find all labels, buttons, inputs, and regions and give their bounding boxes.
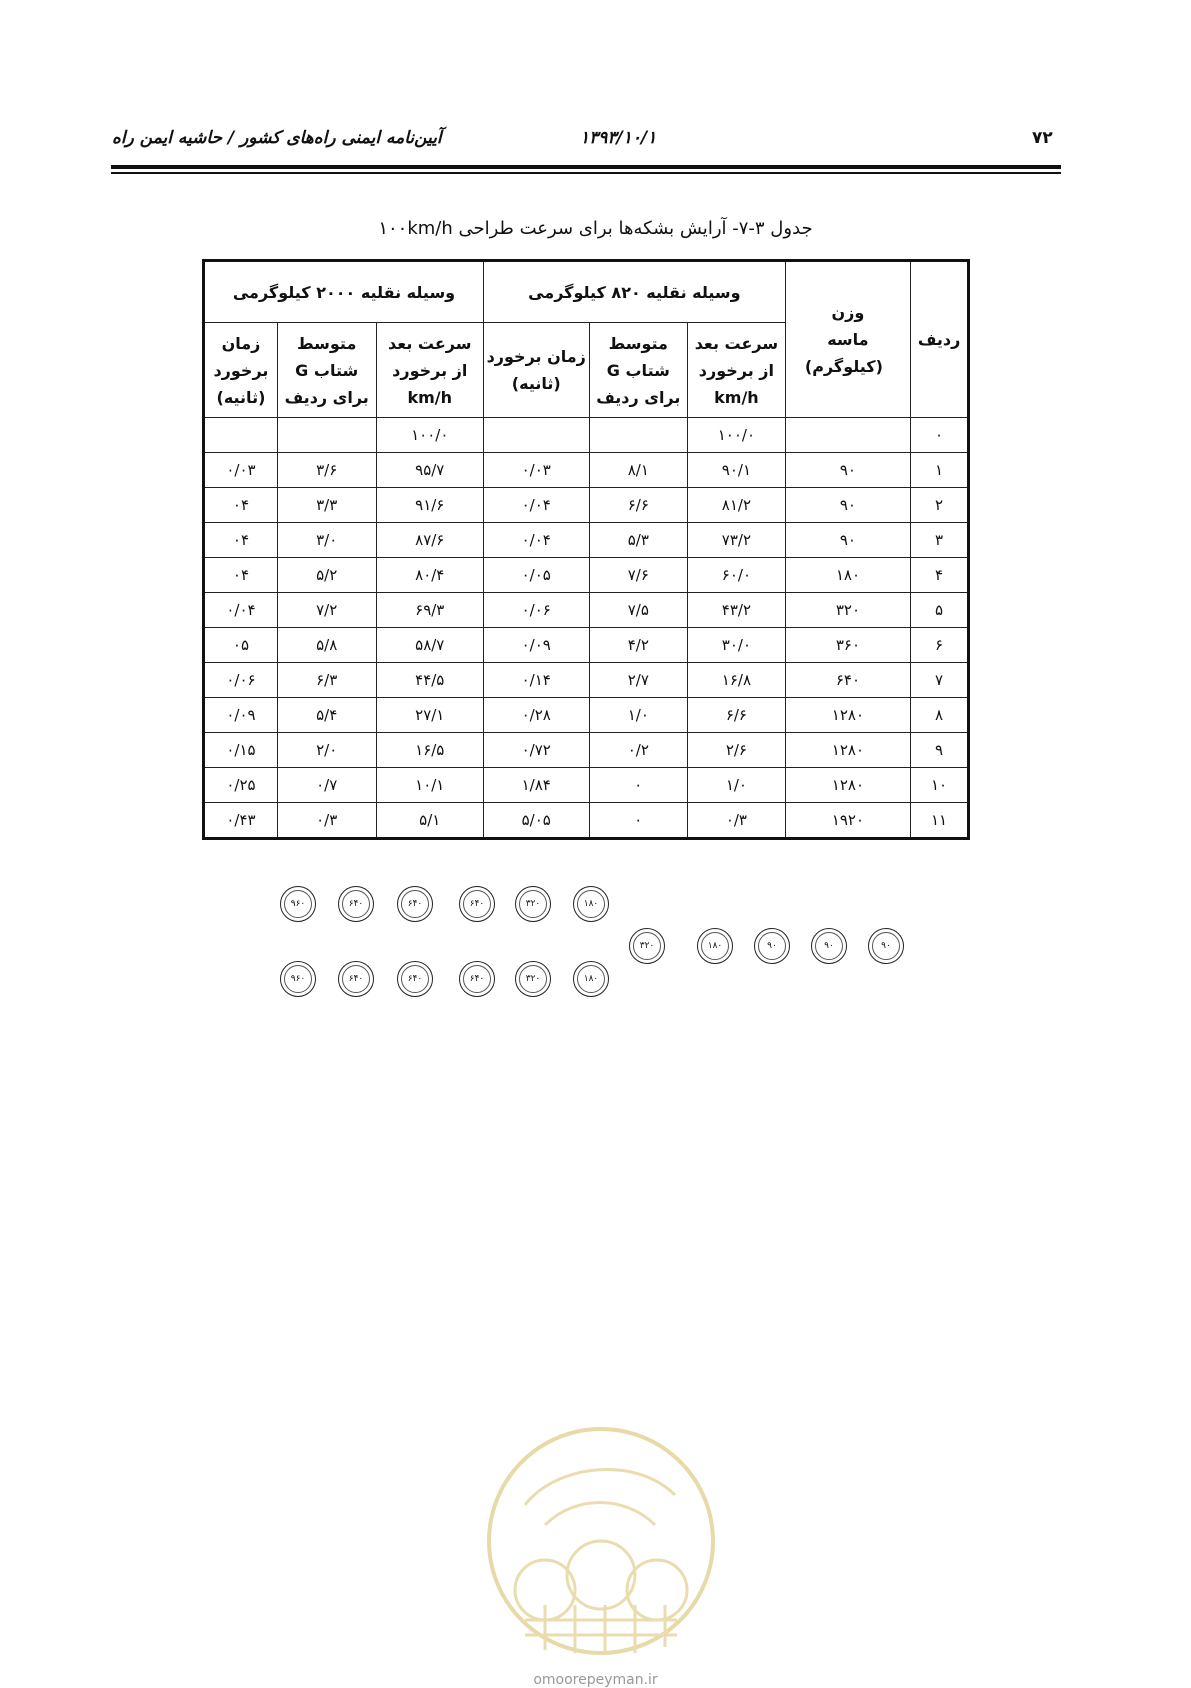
col-header-row: ردیف — [911, 261, 969, 418]
table-cell: ۰/۷ — [277, 768, 376, 803]
table-cell — [484, 418, 590, 453]
table-cell: ۱۸۰ — [785, 558, 910, 593]
table-cell: ۳۲۰ — [785, 593, 910, 628]
table-row — [204, 768, 969, 803]
col-header-avg-g-820: متوسط شتاب G برای ردیف — [589, 323, 688, 418]
table-cell: ۰/۰۴ — [204, 593, 278, 628]
table-cell: ۱ — [911, 453, 969, 488]
omoor-peyman-seal — [485, 1425, 717, 1657]
sand-barrel: ۶۴۰ — [338, 886, 374, 922]
page-number: ۷۲ — [1032, 128, 1053, 148]
watermark-text: omoorepeyman.ir — [533, 1672, 658, 1688]
table-row — [204, 593, 969, 628]
sand-barrel: ۹۶۰ — [280, 886, 316, 922]
header-rule-thin — [111, 172, 1061, 174]
table-cell: ۵/۴ — [277, 698, 376, 733]
table-body — [204, 418, 969, 839]
table-row — [204, 418, 969, 453]
col-header-speed-after-2000: سرعت بعد از برخورد km/h — [376, 323, 483, 418]
table-cell: ۰/۰۹ — [204, 698, 278, 733]
table-cell: ۰/۰۳ — [204, 453, 278, 488]
table-cell: ۹۱/۶ — [376, 488, 483, 523]
table-cell: ۱۲۸۰ — [785, 698, 910, 733]
table-cell: ۷/۵ — [589, 593, 688, 628]
table-cell: ۸ — [911, 698, 969, 733]
table-cell: ۹۰/۱ — [688, 453, 786, 488]
table-cell: ۱۶/۵ — [376, 733, 483, 768]
table-cell: ۰/۲۵ — [204, 768, 278, 803]
table-cell: ۶۴۰ — [785, 663, 910, 698]
table-cell: ۷/۶ — [589, 558, 688, 593]
sand-barrel: ۶۴۰ — [459, 961, 495, 997]
table-cell — [277, 418, 376, 453]
table-cell: ۱۱ — [911, 803, 969, 839]
table-cell: ۰/۳ — [688, 803, 786, 839]
table-cell: ۸۱/۲ — [688, 488, 786, 523]
table-cell: ۰/۲ — [589, 733, 688, 768]
table-cell: ۳۰/۰ — [688, 628, 786, 663]
sand-barrel: ۶۴۰ — [459, 886, 495, 922]
table-cell — [589, 418, 688, 453]
table-cell: ۰ — [589, 803, 688, 839]
col-header-sand-weight: وزن ماسه (کیلوگرم) — [785, 261, 910, 418]
table-cell: ۳۶۰ — [785, 628, 910, 663]
header-rule-thick — [111, 165, 1061, 169]
table-cell: ۵/۲ — [277, 558, 376, 593]
table-cell: ۱۹۲۰ — [785, 803, 910, 839]
sand-barrel: ۱۸۰ — [573, 886, 609, 922]
table-cell: ۷۳/۲ — [688, 523, 786, 558]
table-cell: ۸/۱ — [589, 453, 688, 488]
table-cell: ۱۰۰/۰ — [376, 418, 483, 453]
table-cell: ۶۹/۳ — [376, 593, 483, 628]
table-cell: ۰/۱۵ — [204, 733, 278, 768]
table-cell: ۳/۳ — [277, 488, 376, 523]
table-cell: ۵/۱ — [376, 803, 483, 839]
sand-barrel: ۶۴۰ — [338, 961, 374, 997]
table-cell: ۰/۴۳ — [204, 803, 278, 839]
table-cell: ۲/۶ — [688, 733, 786, 768]
table-row — [204, 663, 969, 698]
table-cell: ۱۰/۱ — [376, 768, 483, 803]
table-caption: جدول ۳-۷- آرایش بشکه‌ها برای سرعت طراحی ۱۰۰km/h — [378, 218, 813, 239]
table-row — [204, 803, 969, 839]
table-row — [204, 453, 969, 488]
table-cell: ۴۳/۲ — [688, 593, 786, 628]
table-cell: ۵/۳ — [589, 523, 688, 558]
table-cell: ۸۰/۴ — [376, 558, 483, 593]
table-cell: ۰/۰۴ — [484, 488, 590, 523]
table-cell: ۷/۲ — [277, 593, 376, 628]
sand-barrel: ۳۲۰ — [515, 886, 551, 922]
sand-barrel: ۳۲۰ — [629, 928, 665, 964]
table-cell: ۶/۶ — [688, 698, 786, 733]
sand-barrel: ۳۲۰ — [515, 961, 551, 997]
col-header-avg-g-2000: متوسط شتاب G برای ردیف — [277, 323, 376, 418]
sand-barrel: ۹۰ — [811, 928, 847, 964]
table-cell: ۵ — [911, 593, 969, 628]
table-row — [204, 523, 969, 558]
table-cell: ۵/۸ — [277, 628, 376, 663]
table-cell: ۵/۰۵ — [484, 803, 590, 839]
sand-barrel: ۶۴۰ — [397, 886, 433, 922]
table-cell: ۰۵ — [204, 628, 278, 663]
table-cell: ۰ — [589, 768, 688, 803]
sand-barrel: ۱۸۰ — [697, 928, 733, 964]
table-cell: ۱۶/۸ — [688, 663, 786, 698]
table-cell: ۲۷/۱ — [376, 698, 483, 733]
table-cell: ۴ — [911, 558, 969, 593]
col-header-impact-time-820: زمان برخورد (ثانیه) — [484, 323, 590, 418]
col-header-impact-time-2000: زمان برخورد (ثانیه) — [204, 323, 278, 418]
table-cell: ۱۲۸۰ — [785, 733, 910, 768]
table-row — [204, 628, 969, 663]
table-cell: ۰/۰۵ — [484, 558, 590, 593]
table-cell: ۱۲۸۰ — [785, 768, 910, 803]
table-cell: ۳/۰ — [277, 523, 376, 558]
header-date: ۱۳۹۳/۱۰/۱ — [580, 128, 657, 148]
table-cell: ۱۰۰/۰ — [688, 418, 786, 453]
table-cell: ۶/۶ — [589, 488, 688, 523]
table-cell: ۰/۰۳ — [484, 453, 590, 488]
table-cell: ۰/۲۸ — [484, 698, 590, 733]
sand-barrel: ۹۶۰ — [280, 961, 316, 997]
table-cell: ۰/۰۶ — [484, 593, 590, 628]
table-cell: ۹۵/۷ — [376, 453, 483, 488]
table-cell: ۷ — [911, 663, 969, 698]
table-cell: ۳ — [911, 523, 969, 558]
sand-barrel: ۹۰ — [754, 928, 790, 964]
table-cell: ۰/۱۴ — [484, 663, 590, 698]
header-title: آیین‌نامه ایمنی راه‌های کشور / حاشیه ایمن راه — [112, 128, 442, 148]
table-row — [204, 698, 969, 733]
table-cell: ۰۴ — [204, 488, 278, 523]
table-row — [204, 488, 969, 523]
table-cell: ۵۸/۷ — [376, 628, 483, 663]
table-cell: ۱/۸۴ — [484, 768, 590, 803]
sand-barrel: ۶۴۰ — [397, 961, 433, 997]
table-cell: ۴/۲ — [589, 628, 688, 663]
table-cell: ۲/۷ — [589, 663, 688, 698]
group-header-2000: وسیله نقلیه ۲۰۰۰ کیلوگرمی — [204, 261, 484, 323]
table-cell — [204, 418, 278, 453]
table-cell: ۰/۷۲ — [484, 733, 590, 768]
table-cell: ۰۴ — [204, 558, 278, 593]
table-row — [204, 558, 969, 593]
table-cell: ۰/۳ — [277, 803, 376, 839]
table-cell — [785, 418, 910, 453]
sand-barrel: ۱۸۰ — [573, 961, 609, 997]
table-cell: ۱/۰ — [688, 768, 786, 803]
table-cell: ۳/۶ — [277, 453, 376, 488]
col-header-speed-after-820: سرعت بعد از برخورد km/h — [688, 323, 786, 418]
table-cell: ۹۰ — [785, 453, 910, 488]
table-row — [204, 733, 969, 768]
table-cell: ۹۰ — [785, 523, 910, 558]
table-cell: ۶/۳ — [277, 663, 376, 698]
table-cell: ۱۰ — [911, 768, 969, 803]
table-cell: ۶ — [911, 628, 969, 663]
table-cell: ۹ — [911, 733, 969, 768]
table-cell: ۹۰ — [785, 488, 910, 523]
table-cell: ۶۰/۰ — [688, 558, 786, 593]
table-cell: ۲ — [911, 488, 969, 523]
barrel-arrangement-table — [202, 259, 970, 840]
table-cell: ۰/۰۶ — [204, 663, 278, 698]
table-cell: ۴۴/۵ — [376, 663, 483, 698]
table-cell: ۲/۰ — [277, 733, 376, 768]
group-header-820: وسیله نقلیه ۸۲۰ کیلوگرمی — [484, 261, 786, 323]
table-cell: ۰ — [911, 418, 969, 453]
table-cell: ۰/۰۹ — [484, 628, 590, 663]
table-cell: ۰/۰۴ — [484, 523, 590, 558]
sand-barrel: ۹۰ — [868, 928, 904, 964]
table-cell: ۰۴ — [204, 523, 278, 558]
table-cell: ۱/۰ — [589, 698, 688, 733]
table-cell: ۸۷/۶ — [376, 523, 483, 558]
